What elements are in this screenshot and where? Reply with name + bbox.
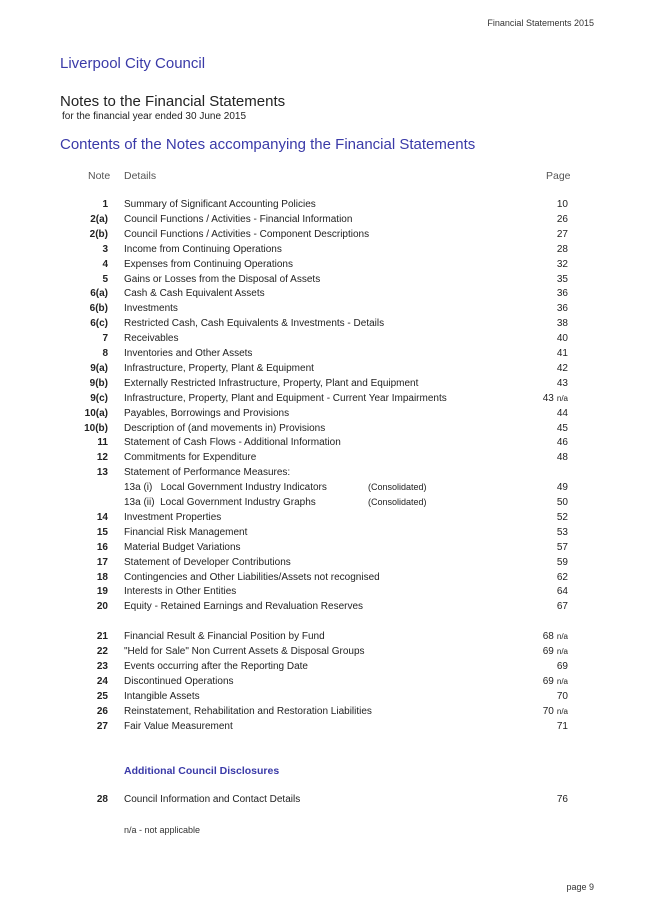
note-details [124,689,200,704]
page-ref-number: 68 [542,631,554,642]
page-ref-number: 62 [556,572,568,583]
contents-row [0,495,652,510]
note-details-text: Receivables [124,333,179,344]
note-details [124,316,384,331]
note-details-text: Infrastructure, Property, Plant and Equipment - Current Year Impairments [124,393,447,404]
note-details [124,421,325,436]
page-ref-number: 64 [556,586,568,597]
note-details [124,704,372,719]
page-ref-number: 46 [556,437,568,448]
contents-row [0,361,652,376]
page-ref [500,599,568,614]
page-ref-number: 36 [556,288,568,299]
note-details [124,510,221,525]
not-applicable-tag: n/a [556,677,568,686]
page-ref-number: 10 [556,199,568,210]
note-details-text: Contingencies and Other Liabilities/Assets not recognised [124,572,380,583]
contents-row [0,435,652,450]
note-details-text: "Held for Sale" Non Current Assets & Disposal Groups [124,646,365,657]
note-details [124,674,234,689]
page-ref [500,346,568,361]
note-details [124,480,427,495]
page-ref-number: 41 [556,348,568,359]
contents-row [0,629,652,644]
note-details [124,495,427,510]
note-details [124,584,236,599]
note-number: 24 [96,676,108,687]
page-ref-number: 70 [542,706,554,717]
not-applicable-tag: n/a [556,647,568,656]
not-applicable-tag: n/a [556,394,568,403]
note-number: 19 [96,586,108,597]
note-details-text: Financial Result & Financial Position by Fund [124,631,325,642]
page-ref [500,644,568,659]
note-details-text: Events occurring after the Reporting Date [124,661,308,672]
contents-heading: Contents of the Notes accompanying the Financial Statements [60,136,476,153]
note-details-text: Investment Properties [124,512,222,523]
contents-row [0,719,652,734]
contents-row [0,212,652,227]
contents-row [0,197,652,212]
note-number: 10(a) [84,408,108,419]
contents-row [0,346,652,361]
note-number: 25 [96,691,108,702]
note-details-text: Commitments for Expenditure [124,452,257,463]
contents-row [0,316,652,331]
page-ref [500,525,568,540]
note-number: 22 [96,646,108,657]
page-number: page 9 [566,882,594,892]
contents-row [0,465,652,480]
additional-disclosures-heading: Additional Council Disclosures [124,765,280,777]
note-details-text: Gains or Losses from the Disposal of Assets [124,274,321,285]
page-ref-number: 43 [556,378,568,389]
page-ref [500,540,568,555]
note-details-text: Statement of Developer Contributions [124,557,291,568]
note-details [124,346,252,361]
contents-row [0,540,652,555]
contents-row [0,450,652,465]
page-ref [500,659,568,674]
note-details-text: Expenses from Continuing Operations [124,259,293,270]
page-ref [500,212,568,227]
note-details [124,376,418,391]
contents-row [0,525,652,540]
note-details [124,272,320,287]
page-ref-number: 45 [556,423,568,434]
contents-row [0,286,652,301]
page-ref-number: 44 [556,408,568,419]
note-details [124,435,341,450]
page-ref-number: 69 [556,661,568,672]
note-details-text: Income from Continuing Operations [124,244,282,255]
note-number: 10(b) [84,423,108,434]
page-ref [500,689,568,704]
note-details [124,525,247,540]
note-number: 5 [102,274,108,285]
note-number: 27 [96,721,108,732]
note-details-text: Investments [124,303,178,314]
page-ref [500,495,568,510]
note-number: 13 [96,467,108,478]
note-number: 7 [102,333,108,344]
note-details-text: Reinstatement, Rehabilitation and Restoration Liabilities [124,706,372,717]
page-ref [500,227,568,242]
note-details-text: Description of (and movements in) Provisions [124,423,326,434]
page-ref-number: 38 [556,318,568,329]
page-ref [500,242,568,257]
note-details-text: Intangible Assets [124,691,200,702]
note-details [124,212,352,227]
page-ref-number: 27 [556,229,568,240]
note-details [124,391,447,406]
page-ref-number: 70 [556,691,568,702]
note-details-text: Statement of Cash Flows - Additional Information [124,437,341,448]
note-details [124,540,241,555]
page-ref-number: 26 [556,214,568,225]
note-number: 26 [96,706,108,717]
contents-row [0,227,652,242]
note-number: 9(c) [90,393,108,404]
note-details-text: Cash & Cash Equivalent Assets [124,288,265,299]
page-ref-number: 53 [556,527,568,538]
note-details-text: Fair Value Measurement [124,721,233,732]
note-details-text: Council Information and Contact Details [124,794,301,805]
page-ref-number: 69 [542,676,554,687]
note-number: 4 [102,259,108,270]
page-ref [500,257,568,272]
consolidated-label: (Consolidated) [368,482,427,492]
note-number: 2(a) [90,214,108,225]
page-ref-number: 52 [556,512,568,523]
page-ref [500,197,568,212]
page-ref [500,570,568,585]
running-header: Financial Statements 2015 [487,18,594,28]
contents-row [0,391,652,406]
note-details [124,227,369,242]
note-details [124,570,380,585]
note-number: 8 [102,348,108,359]
contents-row [0,689,652,704]
page-ref-number: 76 [556,794,568,805]
contents-row [0,704,652,719]
page-subtitle: for the financial year ended 30 June 2015 [62,111,247,122]
page-ref [500,450,568,465]
note-number: 17 [96,557,108,568]
page-ref-number: 35 [556,274,568,285]
consolidated-label: (Consolidated) [368,497,427,507]
note-details [124,719,233,734]
note-details-text: Payables, Borrowings and Provisions [124,408,290,419]
contents-row [0,406,652,421]
page-ref-number: 69 [542,646,554,657]
page-ref-number: 67 [556,601,568,612]
contents-row [0,570,652,585]
page-ref-number: 50 [556,497,568,508]
contents-row [0,674,652,689]
page-ref-number: 40 [556,333,568,344]
page-ref [500,480,568,495]
contents-row [0,272,652,287]
page-ref [500,406,568,421]
page-ref [500,510,568,525]
note-details-text: Inventories and Other Assets [124,348,253,359]
page-ref [500,421,568,436]
column-header-page: Page [546,170,571,182]
page-ref-number: 57 [556,542,568,553]
note-details-text: Restricted Cash, Cash Equivalents & Investments - Details [124,318,385,329]
note-details-text: Externally Restricted Infrastructure, Property, Plant and Equipment [124,378,419,389]
contents-row [0,555,652,570]
page-ref [500,555,568,570]
page-ref [500,286,568,301]
note-number: 15 [96,527,108,538]
note-number: 21 [96,631,108,642]
column-header-details: Details [124,170,157,182]
page-ref-number: 43 [542,393,554,404]
contents-row [0,376,652,391]
note-number: 11 [97,437,108,448]
page-ref [500,391,568,406]
contents-row [0,659,652,674]
page-ref [500,704,568,719]
note-details-text: Discontinued Operations [124,676,234,687]
note-number: 28 [96,794,108,805]
page-ref [500,584,568,599]
page-ref [500,376,568,391]
note-details-text: Council Functions / Activities - Financial Information [124,214,353,225]
contents-row [0,301,652,316]
note-details [124,242,282,257]
page-ref [500,792,568,807]
note-number: 16 [96,542,108,553]
note-details-text: Statement of Performance Measures: [124,467,291,478]
page-ref-number: 32 [556,259,568,270]
contents-row [0,257,652,272]
page-ref-number: 59 [556,557,568,568]
footnote: n/a - not applicable [124,825,201,835]
note-details [124,792,300,807]
note-details-text: Interests in Other Entities [124,586,237,597]
contents-row [0,599,652,614]
note-details [124,406,289,421]
page-ref [500,331,568,346]
note-details [124,555,291,570]
note-details-text: Equity - Retained Earnings and Revaluation Reserves [124,601,364,612]
note-number: 3 [102,244,108,255]
note-details [124,197,316,212]
note-details [124,331,178,346]
note-number: 20 [96,601,108,612]
page-ref-number: 42 [556,363,568,374]
note-details-text: 13a (i) Local Government Industry Indicators [124,482,327,493]
page-ref [500,719,568,734]
note-details-text: Financial Risk Management [124,527,248,538]
note-number: 18 [96,572,108,583]
page-title: Notes to the Financial Statements [60,93,286,110]
contents-row [0,331,652,346]
note-number: 6(c) [90,318,108,329]
note-number: 1 [102,199,108,210]
note-details-text: Council Functions / Activities - Component Descriptions [124,229,370,240]
note-details [124,301,178,316]
contents-row [0,510,652,525]
note-number: 9(b) [89,378,108,389]
note-details [124,644,365,659]
page-ref-number: 48 [556,452,568,463]
page-ref [500,361,568,376]
page-ref [500,435,568,450]
note-number: 6(b) [89,303,108,314]
contents-row [0,480,652,495]
note-details [124,465,290,480]
note-number: 2(b) [89,229,108,240]
page-ref [500,316,568,331]
note-number: 14 [96,512,108,523]
page-ref-number: 71 [556,721,568,732]
note-details [124,629,325,644]
page-ref [500,629,568,644]
note-number: 6(a) [90,288,108,299]
organisation-name: Liverpool City Council [60,55,206,72]
column-header-note: Note [88,170,111,182]
note-details [124,450,256,465]
not-applicable-tag: n/a [556,632,568,641]
page-ref-number: 36 [556,303,568,314]
note-details-text: Material Budget Variations [124,542,241,553]
note-details [124,659,308,674]
page-ref [500,301,568,316]
note-details-text: Summary of Significant Accounting Policies [124,199,316,210]
note-number: 12 [96,452,108,463]
contents-row [0,584,652,599]
note-details [124,286,265,301]
note-details-text: 13a (ii) Local Government Industry Graphs [124,497,316,508]
note-number: 9(a) [90,363,108,374]
contents-row [0,421,652,436]
note-details [124,599,363,614]
contents-row [0,792,652,807]
note-details [124,257,293,272]
page-ref [500,674,568,689]
contents-row [0,644,652,659]
page-ref [500,272,568,287]
note-number: 23 [96,661,108,672]
page-ref-number: 28 [556,244,568,255]
page-ref-number: 49 [556,482,568,493]
not-applicable-tag: n/a [556,707,568,716]
note-details [124,361,314,376]
contents-row [0,242,652,257]
note-details-text: Infrastructure, Property, Plant & Equipment [124,363,314,374]
